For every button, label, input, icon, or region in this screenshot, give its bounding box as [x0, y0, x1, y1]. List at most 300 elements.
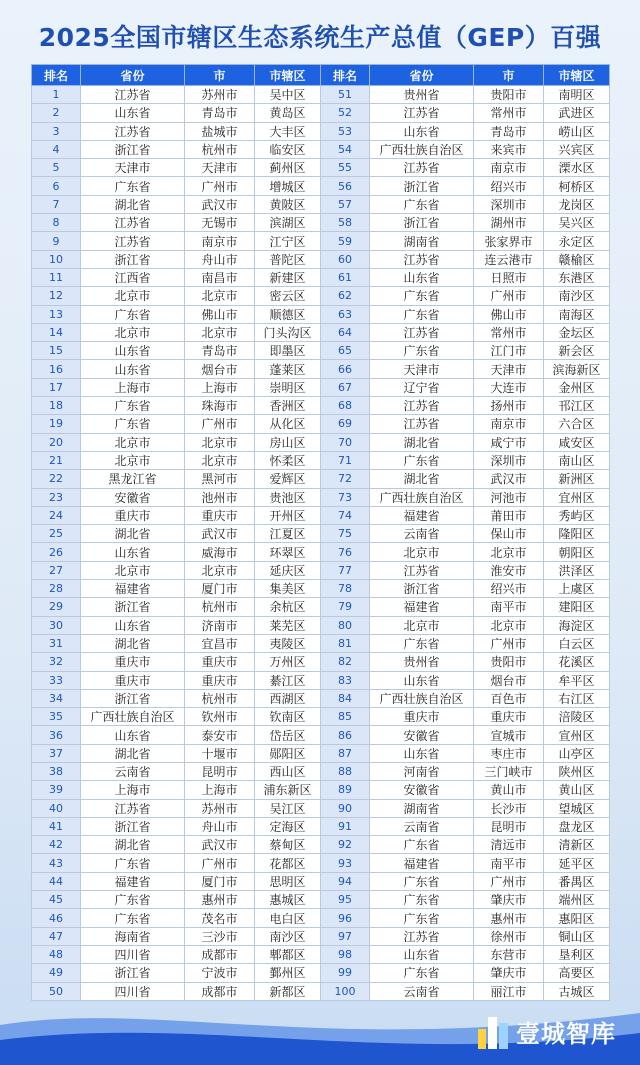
- cell-district: 普陀区: [255, 250, 321, 268]
- cell-province: 江苏省: [370, 397, 474, 415]
- cell-district: 望城区: [544, 799, 610, 817]
- table-row: [32, 799, 610, 817]
- cell-district: 房山区: [255, 433, 321, 451]
- cell-district: 延平区: [544, 854, 610, 872]
- cell-city: 苏州市: [185, 799, 255, 817]
- cell-province: 浙江省: [81, 689, 185, 707]
- cell-district: 垦利区: [544, 945, 610, 963]
- table-row: [32, 762, 610, 780]
- table-row: [32, 634, 610, 652]
- cell-district: 吴中区: [255, 86, 321, 104]
- cell-district: 永定区: [544, 232, 610, 250]
- table-row: [32, 104, 610, 122]
- cell-district: 赣榆区: [544, 250, 610, 268]
- cell-city: 武汉市: [185, 525, 255, 543]
- cell-district: 邗江区: [544, 397, 610, 415]
- cell-rank: 77: [321, 561, 370, 579]
- cell-province: 江苏省: [370, 927, 474, 945]
- cell-province: 广东省: [81, 891, 185, 909]
- table-row: [32, 177, 610, 195]
- cell-city: 宁波市: [185, 964, 255, 982]
- cell-rank: 84: [321, 689, 370, 707]
- table-row: [32, 616, 610, 634]
- brand-name: 壹城智库: [516, 1019, 616, 1048]
- cell-rank: 1: [32, 86, 81, 104]
- cell-district: 蓬莱区: [255, 360, 321, 378]
- cell-city: 百色市: [474, 689, 544, 707]
- cell-rank: 76: [321, 543, 370, 561]
- cell-rank: 36: [32, 726, 81, 744]
- cell-province: 山东省: [81, 342, 185, 360]
- cell-district: 钦南区: [255, 708, 321, 726]
- cell-province: 广西壮族自治区: [81, 708, 185, 726]
- cell-rank: 90: [321, 799, 370, 817]
- cell-province: 江苏省: [81, 122, 185, 140]
- table-row: [32, 214, 610, 232]
- cell-rank: 96: [321, 909, 370, 927]
- cell-province: 北京市: [81, 451, 185, 469]
- cell-city: 河池市: [474, 488, 544, 506]
- cell-rank: 99: [321, 964, 370, 982]
- cell-district: 即墨区: [255, 342, 321, 360]
- cell-province: 河南省: [370, 762, 474, 780]
- cell-district: 夷陵区: [255, 634, 321, 652]
- cell-province: 浙江省: [370, 214, 474, 232]
- cell-district: 吴江区: [255, 799, 321, 817]
- cell-province: 广东省: [81, 397, 185, 415]
- table-row: [32, 232, 610, 250]
- table-row: [32, 671, 610, 689]
- cell-city: 重庆市: [474, 708, 544, 726]
- cell-district: 咸安区: [544, 433, 610, 451]
- cell-district: 柯桥区: [544, 177, 610, 195]
- cell-district: 怀柔区: [255, 451, 321, 469]
- cell-city: 宣城市: [474, 726, 544, 744]
- cell-province: 广东省: [81, 305, 185, 323]
- cell-rank: 82: [321, 653, 370, 671]
- cell-rank: 49: [32, 964, 81, 982]
- cell-province: 湖北省: [81, 744, 185, 762]
- cell-rank: 63: [321, 305, 370, 323]
- cell-city: 北京市: [185, 323, 255, 341]
- cell-rank: 62: [321, 287, 370, 305]
- cell-city: 烟台市: [185, 360, 255, 378]
- cell-district: 高要区: [544, 964, 610, 982]
- cell-city: 三沙市: [185, 927, 255, 945]
- cell-province: 山东省: [370, 122, 474, 140]
- table-row: [32, 378, 610, 396]
- header-district: 市辖区: [544, 65, 610, 86]
- cell-city: 重庆市: [185, 653, 255, 671]
- table-row: [32, 580, 610, 598]
- cell-province: 四川省: [81, 982, 185, 1000]
- cell-rank: 31: [32, 634, 81, 652]
- table-row: [32, 268, 610, 286]
- cell-province: 北京市: [81, 561, 185, 579]
- cell-rank: 8: [32, 214, 81, 232]
- table-row: [32, 653, 610, 671]
- cell-city: 深圳市: [474, 451, 544, 469]
- table-row: [32, 744, 610, 762]
- cell-province: 北京市: [370, 616, 474, 634]
- cell-city: 常州市: [474, 323, 544, 341]
- cell-district: 溧水区: [544, 159, 610, 177]
- cell-province: 四川省: [81, 945, 185, 963]
- cell-city: 杭州市: [185, 689, 255, 707]
- cell-rank: 27: [32, 561, 81, 579]
- cell-district: 海淀区: [544, 616, 610, 634]
- cell-city: 重庆市: [185, 671, 255, 689]
- table-row: [32, 287, 610, 305]
- cell-province: 江苏省: [370, 415, 474, 433]
- cell-province: 广东省: [370, 964, 474, 982]
- header-city: 市: [474, 65, 544, 86]
- cell-city: 绍兴市: [474, 580, 544, 598]
- cell-city: 武汉市: [474, 470, 544, 488]
- cell-rank: 88: [321, 762, 370, 780]
- cell-rank: 70: [321, 433, 370, 451]
- cell-district: 金州区: [544, 378, 610, 396]
- cell-city: 常州市: [474, 104, 544, 122]
- table-row: [32, 342, 610, 360]
- cell-city: 池州市: [185, 488, 255, 506]
- cell-district: 郧阳区: [255, 744, 321, 762]
- cell-province: 云南省: [370, 525, 474, 543]
- cell-province: 广西壮族自治区: [370, 689, 474, 707]
- cell-city: 长沙市: [474, 799, 544, 817]
- cell-rank: 25: [32, 525, 81, 543]
- cell-district: 秀屿区: [544, 506, 610, 524]
- cell-district: 滨湖区: [255, 214, 321, 232]
- cell-province: 广东省: [370, 634, 474, 652]
- cell-city: 武汉市: [185, 195, 255, 213]
- table-row: [32, 195, 610, 213]
- cell-rank: 83: [321, 671, 370, 689]
- cell-district: 崂山区: [544, 122, 610, 140]
- cell-city: 徐州市: [474, 927, 544, 945]
- cell-province: 福建省: [370, 506, 474, 524]
- cell-rank: 12: [32, 287, 81, 305]
- cell-district: 山亭区: [544, 744, 610, 762]
- cell-rank: 89: [321, 781, 370, 799]
- table-row: [32, 470, 610, 488]
- cell-city: 惠州市: [474, 909, 544, 927]
- cell-rank: 19: [32, 415, 81, 433]
- cell-district: 清新区: [544, 836, 610, 854]
- cell-district: 武进区: [544, 104, 610, 122]
- cell-city: 北京市: [474, 543, 544, 561]
- cell-district: 吴兴区: [544, 214, 610, 232]
- cell-rank: 67: [321, 378, 370, 396]
- cell-rank: 42: [32, 836, 81, 854]
- cell-province: 广东省: [370, 451, 474, 469]
- cell-city: 威海市: [185, 543, 255, 561]
- cell-rank: 11: [32, 268, 81, 286]
- cell-district: 余杭区: [255, 598, 321, 616]
- cell-rank: 52: [321, 104, 370, 122]
- cell-city: 青岛市: [185, 342, 255, 360]
- cell-rank: 10: [32, 250, 81, 268]
- cell-district: 延庆区: [255, 561, 321, 579]
- cell-rank: 61: [321, 268, 370, 286]
- cell-city: 苏州市: [185, 86, 255, 104]
- cell-province: 江苏省: [370, 323, 474, 341]
- cell-rank: 29: [32, 598, 81, 616]
- cell-city: 昆明市: [185, 762, 255, 780]
- cell-city: 重庆市: [185, 506, 255, 524]
- table-header-row: [32, 65, 610, 86]
- table-row: [32, 525, 610, 543]
- cell-province: 山东省: [81, 616, 185, 634]
- cell-city: 厦门市: [185, 580, 255, 598]
- cell-city: 珠海市: [185, 397, 255, 415]
- cell-rank: 87: [321, 744, 370, 762]
- cell-province: 湖北省: [370, 433, 474, 451]
- cell-city: 杭州市: [185, 140, 255, 158]
- cell-province: 广东省: [370, 287, 474, 305]
- cell-district: 蔡甸区: [255, 836, 321, 854]
- cell-city: 莆田市: [474, 506, 544, 524]
- cell-province: 贵州省: [370, 653, 474, 671]
- cell-rank: 34: [32, 689, 81, 707]
- cell-province: 安徽省: [370, 726, 474, 744]
- header-province: 省份: [81, 65, 185, 86]
- cell-rank: 73: [321, 488, 370, 506]
- table-row: [32, 140, 610, 158]
- cell-city: 东营市: [474, 945, 544, 963]
- cell-district: 南明区: [544, 86, 610, 104]
- cell-rank: 30: [32, 616, 81, 634]
- cell-province: 广东省: [370, 305, 474, 323]
- cell-rank: 5: [32, 159, 81, 177]
- cell-province: 福建省: [370, 854, 474, 872]
- cell-rank: 40: [32, 799, 81, 817]
- cell-rank: 2: [32, 104, 81, 122]
- cell-district: 大丰区: [255, 122, 321, 140]
- cell-city: 淮安市: [474, 561, 544, 579]
- cell-province: 海南省: [81, 927, 185, 945]
- cell-district: 崇明区: [255, 378, 321, 396]
- cell-district: 惠阳区: [544, 909, 610, 927]
- cell-city: 南京市: [185, 232, 255, 250]
- cell-province: 江苏省: [370, 159, 474, 177]
- table-row: [32, 872, 610, 890]
- cell-province: 天津市: [370, 360, 474, 378]
- cell-district: 江宁区: [255, 232, 321, 250]
- table-row: [32, 323, 610, 341]
- cell-province: 福建省: [81, 580, 185, 598]
- cell-city: 广州市: [185, 415, 255, 433]
- cell-province: 广东省: [370, 836, 474, 854]
- table-row: [32, 360, 610, 378]
- table-body: [32, 86, 610, 1001]
- cell-rank: 28: [32, 580, 81, 598]
- cell-district: 新会区: [544, 342, 610, 360]
- cell-city: 成都市: [185, 945, 255, 963]
- cell-rank: 46: [32, 909, 81, 927]
- building-logo-icon: [476, 1011, 510, 1051]
- cell-city: 绍兴市: [474, 177, 544, 195]
- cell-district: 南山区: [544, 451, 610, 469]
- table-row: [32, 159, 610, 177]
- cell-rank: 4: [32, 140, 81, 158]
- cell-city: 保山市: [474, 525, 544, 543]
- cell-district: 白云区: [544, 634, 610, 652]
- cell-city: 肇庆市: [474, 964, 544, 982]
- cell-city: 肇庆市: [474, 891, 544, 909]
- cell-rank: 98: [321, 945, 370, 963]
- cell-province: 广东省: [370, 891, 474, 909]
- table-row: [32, 708, 610, 726]
- cell-province: 北京市: [81, 287, 185, 305]
- cell-rank: 53: [321, 122, 370, 140]
- cell-province: 广东省: [370, 342, 474, 360]
- cell-district: 古城区: [544, 982, 610, 1000]
- cell-rank: 55: [321, 159, 370, 177]
- cell-province: 浙江省: [370, 177, 474, 195]
- cell-rank: 58: [321, 214, 370, 232]
- cell-province: 山东省: [370, 268, 474, 286]
- cell-city: 佛山市: [474, 305, 544, 323]
- cell-district: 顺德区: [255, 305, 321, 323]
- cell-province: 江苏省: [370, 250, 474, 268]
- cell-rank: 51: [321, 86, 370, 104]
- cell-rank: 68: [321, 397, 370, 415]
- cell-province: 北京市: [370, 543, 474, 561]
- cell-province: 山东省: [370, 671, 474, 689]
- cell-province: 湖北省: [81, 525, 185, 543]
- cell-city: 咸宁市: [474, 433, 544, 451]
- cell-district: 从化区: [255, 415, 321, 433]
- cell-district: 新都区: [255, 982, 321, 1000]
- cell-rank: 16: [32, 360, 81, 378]
- cell-district: 上虞区: [544, 580, 610, 598]
- cell-city: 厦门市: [185, 872, 255, 890]
- cell-city: 扬州市: [474, 397, 544, 415]
- cell-province: 广东省: [81, 909, 185, 927]
- table-row: [32, 726, 610, 744]
- cell-district: 黄岛区: [255, 104, 321, 122]
- cell-province: 山东省: [81, 104, 185, 122]
- cell-city: 南京市: [474, 415, 544, 433]
- cell-district: 陕州区: [544, 762, 610, 780]
- header-rank: 排名: [321, 65, 370, 86]
- cell-province: 浙江省: [81, 140, 185, 158]
- cell-district: 隆阳区: [544, 525, 610, 543]
- table-row: [32, 854, 610, 872]
- cell-rank: 32: [32, 653, 81, 671]
- table-row: [32, 488, 610, 506]
- cell-rank: 72: [321, 470, 370, 488]
- cell-district: 铜山区: [544, 927, 610, 945]
- cell-rank: 54: [321, 140, 370, 158]
- cell-district: 集美区: [255, 580, 321, 598]
- cell-city: 三门峡市: [474, 762, 544, 780]
- cell-district: 莱芜区: [255, 616, 321, 634]
- cell-rank: 41: [32, 817, 81, 835]
- cell-district: 开州区: [255, 506, 321, 524]
- cell-province: 江苏省: [81, 232, 185, 250]
- cell-province: 山东省: [370, 945, 474, 963]
- cell-city: 北京市: [474, 616, 544, 634]
- cell-province: 湖北省: [81, 634, 185, 652]
- table-row: [32, 506, 610, 524]
- cell-district: 临安区: [255, 140, 321, 158]
- cell-city: 广州市: [474, 872, 544, 890]
- cell-rank: 81: [321, 634, 370, 652]
- cell-rank: 93: [321, 854, 370, 872]
- cell-province: 浙江省: [370, 580, 474, 598]
- cell-city: 贵阳市: [474, 653, 544, 671]
- cell-district: 盘龙区: [544, 817, 610, 835]
- cell-city: 济南市: [185, 616, 255, 634]
- cell-province: 广东省: [81, 177, 185, 195]
- cell-province: 安徽省: [81, 488, 185, 506]
- cell-province: 北京市: [81, 323, 185, 341]
- table-row: [32, 598, 610, 616]
- cell-city: 宜昌市: [185, 634, 255, 652]
- cell-province: 浙江省: [81, 964, 185, 982]
- cell-province: 广西壮族自治区: [370, 140, 474, 158]
- cell-rank: 35: [32, 708, 81, 726]
- cell-city: 烟台市: [474, 671, 544, 689]
- cell-province: 湖南省: [370, 232, 474, 250]
- cell-district: 西山区: [255, 762, 321, 780]
- header-province: 省份: [370, 65, 474, 86]
- cell-city: 天津市: [474, 360, 544, 378]
- table-row: [32, 86, 610, 104]
- table-row: [32, 451, 610, 469]
- cell-rank: 100: [321, 982, 370, 1000]
- cell-province: 上海市: [81, 378, 185, 396]
- cell-district: 东港区: [544, 268, 610, 286]
- cell-province: 山东省: [81, 360, 185, 378]
- cell-province: 福建省: [370, 598, 474, 616]
- cell-city: 北京市: [185, 451, 255, 469]
- table-row: [32, 689, 610, 707]
- table-row: [32, 945, 610, 963]
- cell-city: 清远市: [474, 836, 544, 854]
- table-row: [32, 891, 610, 909]
- cell-city: 惠州市: [185, 891, 255, 909]
- cell-district: 南沙区: [255, 927, 321, 945]
- cell-city: 广州市: [474, 634, 544, 652]
- cell-province: 广西壮族自治区: [370, 488, 474, 506]
- cell-district: 电白区: [255, 909, 321, 927]
- cell-city: 南京市: [474, 159, 544, 177]
- cell-city: 北京市: [185, 561, 255, 579]
- cell-rank: 15: [32, 342, 81, 360]
- table-row: [32, 415, 610, 433]
- cell-rank: 56: [321, 177, 370, 195]
- table-row: [32, 433, 610, 451]
- cell-district: 密云区: [255, 287, 321, 305]
- cell-province: 浙江省: [81, 250, 185, 268]
- cell-city: 钦州市: [185, 708, 255, 726]
- cell-district: 江夏区: [255, 525, 321, 543]
- cell-district: 鄞州区: [255, 964, 321, 982]
- cell-province: 云南省: [81, 762, 185, 780]
- cell-city: 南昌市: [185, 268, 255, 286]
- header-rank: 排名: [32, 65, 81, 86]
- cell-rank: 43: [32, 854, 81, 872]
- cell-rank: 33: [32, 671, 81, 689]
- cell-district: 定海区: [255, 817, 321, 835]
- cell-district: 洪泽区: [544, 561, 610, 579]
- cell-province: 福建省: [81, 872, 185, 890]
- cell-province: 广东省: [370, 872, 474, 890]
- cell-province: 浙江省: [81, 598, 185, 616]
